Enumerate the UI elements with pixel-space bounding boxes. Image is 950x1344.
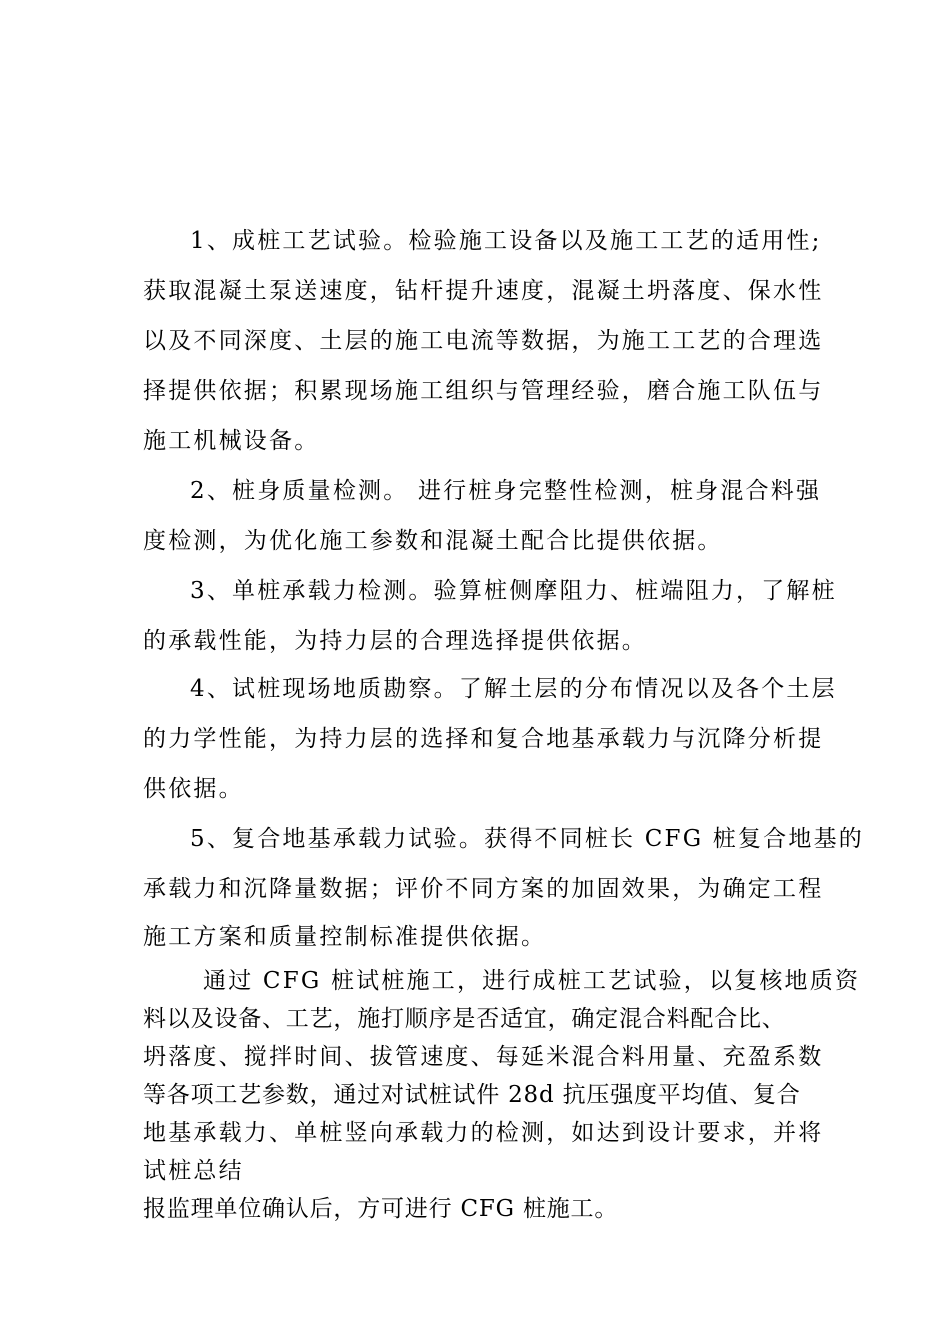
paragraph-3-line-1: 3、单桩承载力检测。验算桩侧摩阻力、桩端阻力，了解桩 <box>190 578 837 604</box>
paragraph-6-line-7: 报监理单位确认后，方可进行 CFG 桩施工。 <box>143 1196 619 1222</box>
paragraph-1-line-5: 施工机械设备。 <box>143 428 320 454</box>
paragraph-6-line-1: 通过 CFG 桩试桩施工，进行成桩工艺试验，以复核地质资 <box>203 968 861 994</box>
paragraph-5-line-2: 承载力和沉降量数据；评价不同方案的加固效果，为确定工程 <box>143 876 824 902</box>
paragraph-6-line-3: 坍落度、搅拌时间、拔管速度、每延米混合料用量、充盈系数 <box>143 1044 824 1070</box>
paragraph-4-line-2: 的力学性能，为持力层的选择和复合地基承载力与沉降分析提 <box>143 726 824 752</box>
paragraph-6-line-5: 地基承载力、单桩竖向承载力的检测，如达到设计要求，并将 <box>143 1120 824 1146</box>
paragraph-1-line-2: 获取混凝土泵送速度，钻杆提升速度，混凝土坍落度、保水性 <box>143 278 824 304</box>
paragraph-6-line-2: 料以及设备、工艺，施打顺序是否适宜，确定混合料配合比、 <box>143 1006 786 1032</box>
paragraph-1-line-3: 以及不同深度、土层的施工电流等数据，为施工工艺的合理选 <box>143 328 824 354</box>
paragraph-5-line-3: 施工方案和质量控制标准提供依据。 <box>143 924 547 950</box>
paragraph-3-line-2: 的承载性能，为持力层的合理选择提供依据。 <box>143 628 647 654</box>
paragraph-4-line-3: 供依据。 <box>143 776 244 802</box>
paragraph-5-line-1: 5、复合地基承载力试验。获得不同桩长 CFG 桩复合地基的 <box>190 826 864 852</box>
paragraph-4-line-1: 4、试桩现场地质勘察。了解土层的分布情况以及各个土层 <box>190 676 837 702</box>
paragraph-1-line-4: 择提供依据；积累现场施工组织与管理经验，磨合施工队伍与 <box>143 378 824 404</box>
paragraph-1-line-1: 1、成桩工艺试验。检验施工设备以及施工工艺的适用性; <box>190 228 822 254</box>
paragraph-6-line-6: 试桩总结 <box>143 1158 244 1184</box>
paragraph-2-line-1: 2、桩身质量检测。 进行桩身完整性检测，桩身混合料强 <box>190 478 822 504</box>
paragraph-2-line-2: 度检测，为优化施工参数和混凝土配合比提供依据。 <box>143 528 723 554</box>
paragraph-6-line-4: 等各项工艺参数，通过对试桩试件 28d 抗压强度平均值、复合 <box>143 1082 801 1108</box>
